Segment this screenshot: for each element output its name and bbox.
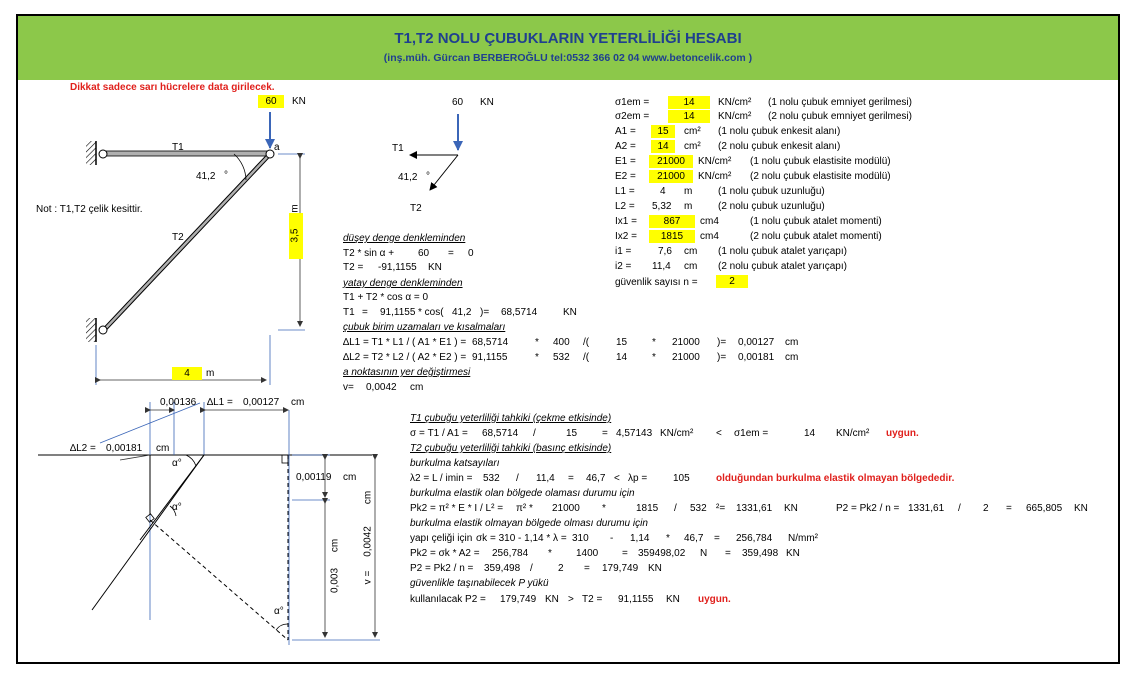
eq-heading-vertical: düşey denge denkleminden	[343, 233, 466, 244]
dl1-value: 0,00127	[243, 397, 280, 408]
param-label: σ2em =	[615, 111, 650, 122]
check-heading-t2: T2 çubuğu yeterliliği tahkiki (basınç etkisinde)	[410, 443, 612, 454]
v1-value: 0,00119	[296, 472, 332, 483]
param-desc: (1 nolu çubuk enkesit alanı)	[718, 126, 841, 137]
eq-text: KN	[428, 262, 442, 273]
check-value: 4,57143	[616, 428, 653, 439]
eq-text: *	[652, 337, 656, 348]
eq-text: )=	[717, 352, 727, 363]
eq-text: *	[535, 337, 539, 348]
check-heading-inelastic: burkulma elastik olmayan bölgede olması durumu için	[410, 518, 648, 529]
param-unit: cm4	[700, 231, 719, 242]
check-value: 1,14	[630, 533, 650, 544]
eq-text: T1 + T2 * cos α = 0	[343, 292, 429, 303]
param-desc: (2 nolu çubuk atalet yarıçapı)	[718, 261, 847, 272]
eq-text: KN	[563, 307, 577, 318]
t1-result: uygun.	[886, 428, 919, 439]
check-value: 1331,61	[736, 503, 773, 514]
angle-degree: °	[224, 170, 228, 181]
eq-text: T1	[343, 307, 355, 318]
check-text: ²=	[716, 503, 726, 514]
check-value: 179,749	[602, 563, 639, 574]
check-value: 359498,02	[638, 548, 686, 559]
check-value: 2	[558, 563, 564, 574]
check-text: *	[548, 548, 552, 559]
param-unit: cm	[684, 246, 698, 257]
eq-value: 68,5714	[501, 307, 538, 318]
eq-value: 91,1155	[380, 307, 416, 318]
height-unit: m	[289, 204, 301, 213]
dl2-unit: cm	[156, 443, 170, 454]
dl1-unit: cm	[291, 397, 305, 408]
eq-text: T2 * sin α +	[343, 248, 395, 259]
param-label: σ1em =	[615, 97, 650, 108]
eq-text: )=	[717, 337, 727, 348]
check-value: 68,5714	[482, 428, 519, 439]
param-unit: KN/cm²	[698, 156, 732, 167]
alpha-label: α°	[172, 458, 182, 469]
width-unit: m	[206, 368, 215, 379]
param-desc: (1 nolu çubuk elastisite modülü)	[750, 156, 891, 167]
height-value: 3,5	[289, 228, 301, 243]
eq-value: 400	[553, 337, 570, 348]
param-value: 5,32	[652, 201, 672, 212]
eq-heading-strain: çubuk birim uzamaları ve kısalmaları	[343, 322, 506, 333]
check-text: KN	[1074, 503, 1088, 514]
safety-input[interactable]: 2	[716, 275, 748, 288]
note-text: Not : T1,T2 çelik kesittir.	[36, 204, 143, 215]
node-label: a	[274, 142, 280, 153]
check-text: =	[622, 548, 628, 559]
check-value: 91,1155	[618, 594, 654, 605]
param-value: 11,4	[652, 261, 671, 272]
check-value: 665,805	[1026, 503, 1063, 514]
check-value: 46,7	[586, 473, 606, 484]
eq-text: ∆L1 = T1 * L1 / ( A1 * E1 ) =	[343, 337, 467, 348]
check-text: P2 = Pk2 / n =	[836, 503, 900, 514]
v3-unit: cm	[362, 490, 374, 505]
check-value: 1400	[576, 548, 599, 559]
eq-text: v=	[343, 382, 354, 393]
check-text: =	[725, 548, 731, 559]
eq-heading-horizontal: yatay denge denkleminden	[343, 278, 463, 289]
t2-result: uygun.	[698, 594, 731, 605]
check-text: =	[584, 563, 590, 574]
check-text: /	[516, 473, 519, 484]
param-value-input[interactable]: 867	[649, 215, 695, 228]
check-text: -	[610, 533, 614, 544]
param-desc: (2 nolu çubuk uzunluğu)	[718, 201, 825, 212]
alpha-label: α°	[172, 502, 182, 513]
eq-text: =	[362, 307, 368, 318]
safety-label: güvenlik sayısı n =	[615, 277, 698, 288]
check-text: kullanılacak P2 =	[410, 594, 486, 605]
eq-text: *	[535, 352, 539, 363]
t1-bar	[103, 151, 269, 156]
eq-value: 532	[553, 352, 570, 363]
check-text: /	[674, 503, 677, 514]
check-text: KN	[666, 594, 680, 605]
param-label: E2 =	[615, 171, 636, 182]
param-label: i2 =	[615, 261, 632, 272]
check-value: 21000	[552, 503, 580, 514]
param-value-input[interactable]: 14	[668, 96, 710, 109]
eq-value: 21000	[672, 352, 700, 363]
check-text: *	[666, 533, 670, 544]
param-unit: m	[684, 186, 693, 197]
load-input[interactable]: 60	[258, 95, 284, 108]
param-value: 7,6	[658, 246, 672, 257]
eq-text: T2 =	[343, 262, 364, 273]
param-desc: (1 nolu çubuk atalet momenti)	[750, 216, 882, 227]
eq-value: 0,0042	[366, 382, 397, 393]
v3-label: v =	[362, 570, 374, 585]
check-value: 532	[483, 473, 500, 484]
check-value: 14	[804, 428, 816, 439]
param-label: A2 =	[615, 141, 636, 152]
check-value: 1815	[636, 503, 659, 514]
displacement-diagram	[38, 402, 380, 645]
check-text: =	[602, 428, 608, 439]
param-unit: cm²	[684, 126, 701, 137]
check-heading-t1: T1 çubuğu yeterliliği tahkiki (çekme etkisinde)	[410, 413, 612, 424]
check-text: KN/cm²	[836, 428, 870, 439]
param-unit: cm²	[684, 141, 701, 152]
param-value-input[interactable]: 14	[668, 110, 710, 123]
eq-value: 21000	[672, 337, 700, 348]
check-value: 532	[690, 503, 707, 514]
upper-support-hatch	[86, 141, 96, 165]
v3-value: 0,0042	[362, 526, 374, 557]
check-text: T2 =	[582, 594, 603, 605]
t1-label: T1	[172, 142, 184, 153]
check-text: KN	[648, 563, 662, 574]
force-load: 60	[452, 97, 464, 108]
force-unit: KN	[480, 97, 494, 108]
angle-value: 41,2	[196, 171, 216, 182]
buckling-note: olduğundan burkulma elastik olmayan bölgededir.	[716, 473, 955, 484]
check-value: 310	[572, 533, 589, 544]
param-label: Ix1 =	[615, 216, 637, 227]
eq-value: -91,1155	[378, 262, 417, 273]
check-text: =	[1006, 503, 1012, 514]
check-text: λp =	[628, 473, 648, 484]
eq-heading-displacement: a noktasının yer değiştirmesi	[343, 367, 471, 378]
check-heading-elastic: burkulma elastik olan bölgede olaması durumu için	[410, 488, 635, 499]
eq-text: /(	[583, 352, 590, 363]
param-label: L1 =	[615, 186, 635, 197]
check-text: <	[614, 473, 620, 484]
param-unit: KN/cm²	[718, 111, 752, 122]
check-text: π² *	[516, 503, 533, 514]
check-text: σk = 310 - 1,14 * λ =	[476, 533, 567, 544]
check-heading-safe-load: güvenlikle taşınabilecek P yükü	[410, 578, 549, 589]
eq-text: )=	[480, 307, 490, 318]
check-text: yapı çeliği için	[410, 533, 473, 544]
param-label: Ix2 =	[615, 231, 637, 242]
check-value: 179,749	[500, 594, 537, 605]
force-t1: T1	[392, 143, 404, 154]
param-label: i1 =	[615, 246, 632, 257]
check-text: P2 = Pk2 / n =	[410, 563, 474, 574]
param-desc: (1 nolu çubuk uzunluğu)	[718, 186, 825, 197]
lower-support-hatch	[86, 318, 96, 342]
eq-text: *	[652, 352, 656, 363]
param-desc: (2 nolu çubuk atalet momenti)	[750, 231, 882, 242]
eq-value: 0,00181	[738, 352, 775, 363]
param-value-input[interactable]: 21000	[649, 170, 693, 183]
eq-value: 68,5714	[472, 337, 509, 348]
check-value: 359,498	[484, 563, 521, 574]
param-value-input[interactable]: 15	[651, 125, 675, 138]
check-text: KN/cm²	[660, 428, 694, 439]
eq-text: =	[448, 248, 454, 259]
param-label: L2 =	[615, 201, 635, 212]
t2-label: T2	[172, 232, 184, 243]
check-text: N	[700, 548, 708, 559]
check-value: 256,784	[492, 548, 529, 559]
check-text: KN	[784, 503, 798, 514]
check-text: /	[530, 563, 533, 574]
check-value: 1331,61	[908, 503, 945, 514]
check-value: 256,784	[736, 533, 773, 544]
eq-text: cm	[785, 337, 799, 348]
dl2-label: ∆L2 =	[70, 443, 96, 454]
eq-value: 14	[616, 352, 628, 363]
check-text: <	[716, 428, 722, 439]
check-value: 15	[566, 428, 578, 439]
param-label: E1 =	[615, 156, 636, 167]
eq-text: * cos(	[418, 307, 444, 318]
check-text: Pk2 = π² * E * I / L² =	[410, 503, 504, 514]
check-value: 105	[673, 473, 690, 484]
alpha-label: α°	[274, 606, 284, 617]
eq-text: cm	[785, 352, 799, 363]
param-unit: KN/cm²	[698, 171, 732, 182]
v1-unit: cm	[343, 472, 357, 483]
v2-value: 0,003	[329, 567, 341, 594]
check-value: 359,498	[742, 548, 779, 559]
page-title: T1,T2 NOLU ÇUBUKLARIN YETERLİLİĞİ HESABI	[394, 30, 742, 47]
eq-value: 41,2	[452, 307, 472, 318]
param-unit: cm4	[700, 216, 719, 227]
check-text: N/mm²	[788, 533, 818, 544]
eq-value: 15	[616, 337, 628, 348]
load-unit: KN	[292, 96, 306, 107]
eq-text: cm	[410, 382, 424, 393]
param-label: A1 =	[615, 126, 636, 137]
dl1-label: ∆L1 =	[207, 397, 233, 408]
check-text: λ2 = L / imin =	[410, 473, 473, 484]
check-text: >	[568, 594, 574, 605]
eq-text: /(	[583, 337, 590, 348]
check-text: =	[714, 533, 720, 544]
param-unit: cm	[684, 261, 698, 272]
check-heading-buckling: burkulma katsayıları	[410, 458, 500, 469]
param-value-input[interactable]: 14	[651, 140, 675, 153]
check-text: *	[602, 503, 606, 514]
param-value-input[interactable]: 21000	[649, 155, 693, 168]
truss-diagram	[86, 112, 305, 385]
param-desc: (2 nolu çubuk enkesit alanı)	[718, 141, 841, 152]
eq-value: 91,1155	[472, 352, 508, 363]
dl1-left-value: 0,00136	[160, 397, 197, 408]
check-text: Pk2 = σk * A2 =	[410, 548, 480, 559]
check-text: /	[958, 503, 961, 514]
check-text: KN	[786, 548, 800, 559]
param-unit: m	[684, 201, 693, 212]
warning-text: Dikkat sadece sarı hücrelere data girilecek.	[70, 82, 275, 93]
width-input[interactable]: 4	[172, 367, 202, 380]
t2-bar	[104, 154, 270, 330]
v2-unit: cm	[329, 538, 341, 553]
check-value: 2	[983, 503, 989, 514]
eq-text: ∆L2 = T2 * L2 / ( A2 * E2 ) =	[343, 352, 467, 363]
check-text: σ1em =	[734, 428, 769, 439]
check-value: 11,4	[536, 473, 555, 484]
param-unit: KN/cm²	[718, 97, 752, 108]
check-text: =	[568, 473, 574, 484]
dl2-value: 0,00181	[106, 443, 143, 454]
force-angle: 41,2	[398, 172, 418, 183]
param-desc: (2 nolu çubuk emniyet gerilmesi)	[768, 111, 912, 122]
param-desc: (2 nolu çubuk elastisite modülü)	[750, 171, 891, 182]
check-value: 46,7	[684, 533, 704, 544]
eq-value: 0,00127	[738, 337, 775, 348]
check-text: KN	[545, 594, 559, 605]
page-subtitle: (inş.müh. Gürcan BERBEROĞLU tel:0532 366 02 04 www.betoncelik.com )	[383, 52, 753, 64]
force-degree: °	[426, 171, 430, 182]
eq-value: 0	[468, 248, 474, 259]
check-text: σ = T1 / A1 =	[410, 428, 468, 439]
param-desc: (1 nolu çubuk emniyet gerilmesi)	[768, 97, 912, 108]
force-t2: T2	[410, 203, 422, 214]
check-text: /	[533, 428, 536, 439]
param-value-input[interactable]: 1815	[649, 230, 695, 243]
eq-value: 60	[418, 248, 430, 259]
param-value: 4	[660, 186, 666, 197]
param-desc: (1 nolu çubuk atalet yarıçapı)	[718, 246, 847, 257]
